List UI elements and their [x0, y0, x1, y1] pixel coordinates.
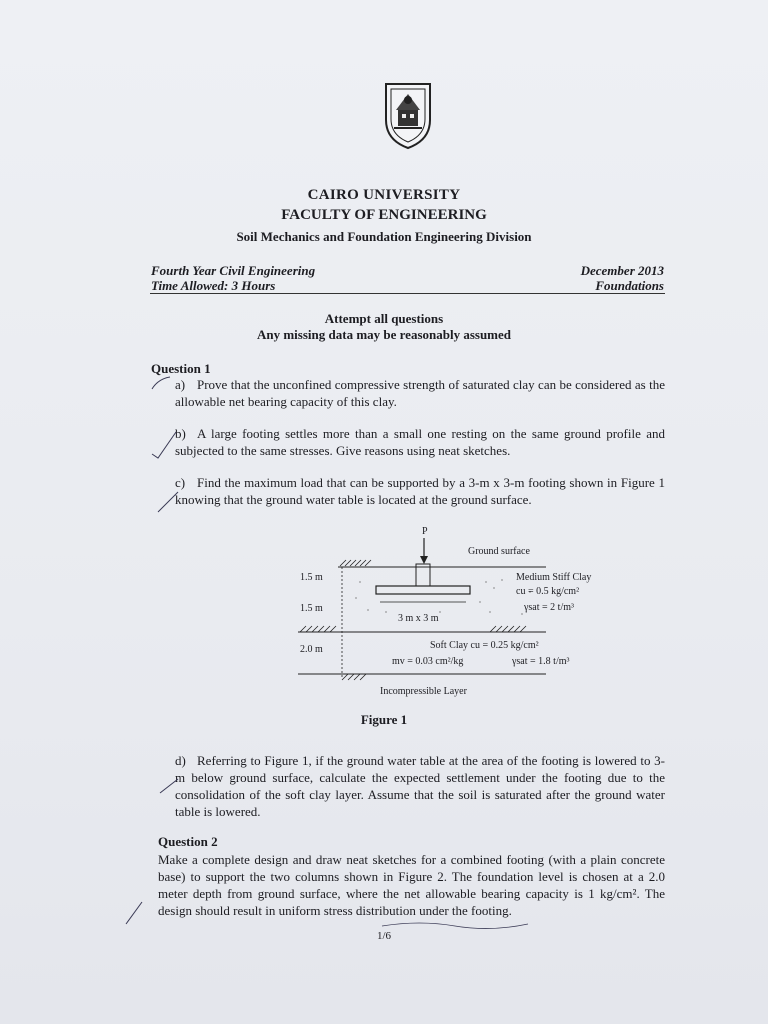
- layer-1-cu: cu = 0.5 kg/cm²: [516, 586, 580, 597]
- layer-2-name: Soft Clay cu = 0.25 kg/cm²: [430, 640, 539, 651]
- ground-surface-label: Ground surface: [468, 546, 530, 557]
- pencil-tick-icon: [150, 430, 178, 460]
- stiff-clay-texture: [355, 579, 530, 614]
- part-label: a): [175, 377, 186, 392]
- base-hatch: [342, 674, 366, 680]
- faculty-name: FACULTY OF ENGINEERING: [281, 207, 487, 223]
- load-arrowhead: [420, 556, 428, 564]
- university-name: CAIRO UNIVERSITY: [307, 187, 461, 203]
- course-name: Foundations: [595, 278, 664, 293]
- part-text: Find the maximum load that can be supported by a 3-m x 3-m footing shown in Figure 1 knowing that the ground water table is located at the ground surface.: [175, 475, 665, 507]
- question-2-body: Make a complete design and draw neat sketches for a combined footing (with a plain concrete base) to support the two columns shown in Figure 2. The foundation level is chosen at a 2.0 meter depth from ground surface, where the net allowable bearing capacity is 1 kg/cm². The design should result in uniform stress distribution under the footing.: [158, 852, 665, 918]
- part-label: d): [175, 753, 186, 768]
- depth-label-1: 1.5 m: [300, 572, 323, 583]
- question-1-part-c: [175, 474, 665, 508]
- university-crest-icon: [382, 80, 434, 150]
- instruction-line-1: Attempt all questions: [324, 311, 444, 326]
- part-text: Referring to Figure 1, if the ground water table at the area of the footing is lowered to 3-m below ground surface, calculate the expected settlement under the footing due to the consolidation of the soft clay layer. Assume that the soil is saturated after the ground water table is lowered.: [175, 753, 665, 819]
- depth-label-2: 1.5 m: [300, 603, 323, 614]
- layer-1-gamma: γsat = 2 t/m³: [524, 602, 574, 613]
- question-1-part-a: [175, 376, 665, 410]
- layer-2-gamma: γsat = 1.8 t/m³: [512, 656, 570, 667]
- question-2-title: Question 2: [158, 834, 218, 849]
- page-number: 1/6: [376, 930, 392, 942]
- header-divider: [150, 293, 665, 294]
- footing-size-label: 3 m x 3 m: [398, 613, 439, 624]
- question-1-part-d: [175, 752, 665, 820]
- figure-1-diagram: [290, 522, 620, 700]
- ground-hatch: [340, 560, 371, 566]
- part-label: c): [175, 475, 186, 490]
- footing: [376, 586, 470, 594]
- layer-1-name: Medium Stiff Clay: [516, 572, 592, 583]
- question-1-part-b: [175, 425, 665, 459]
- pencil-tick-icon: [124, 900, 144, 926]
- division-name: Soil Mechanics and Foundation Engineering Division: [236, 229, 532, 244]
- figure-1-caption: Figure 1: [360, 712, 408, 727]
- course-year: Fourth Year Civil Engineering: [151, 263, 316, 278]
- question-1-title: Question 1: [151, 361, 211, 376]
- instruction-line-2: Any missing data may be reasonably assumed: [256, 327, 512, 342]
- part-text: A large footing settles more than a small one resting on the same ground profile and subjected to the same stresses. Give reasons using neat sketches.: [175, 426, 665, 458]
- depth-label-3: 2.0 m: [300, 644, 323, 655]
- pencil-tick-icon: [158, 775, 180, 795]
- part-text: Prove that the unconfined compressive strength of saturated clay can be considered as the allowable net bearing capacity of this clay.: [175, 377, 665, 409]
- load-label: P: [422, 526, 428, 537]
- pencil-underline-icon: [380, 918, 530, 934]
- layer-2-mv: mv = 0.03 cm²/kg: [392, 656, 464, 667]
- pencil-tick-icon: [156, 490, 180, 514]
- exam-date: December 2013: [580, 263, 664, 278]
- time-allowed: Time Allowed: 3 Hours: [151, 278, 276, 293]
- interface-hatch: [300, 626, 526, 632]
- incompressible-layer-label: Incompressible Layer: [380, 686, 467, 697]
- part-label: b): [175, 426, 186, 441]
- pencil-tick-icon: [150, 375, 174, 395]
